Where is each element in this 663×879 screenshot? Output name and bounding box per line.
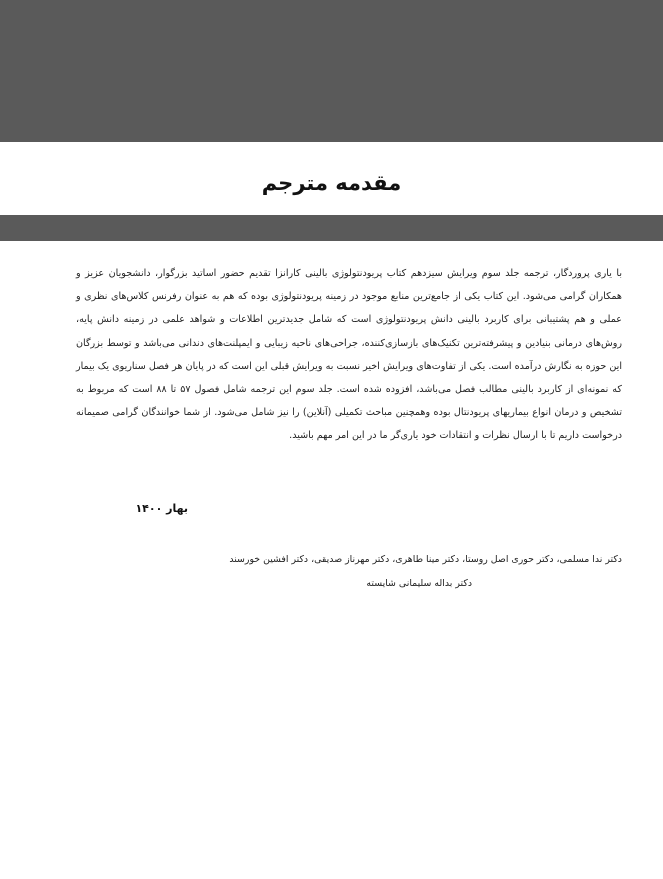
date-label: بهار ۱۴۰۰ <box>135 502 188 515</box>
translators-list <box>76 548 622 596</box>
title-divider-band <box>0 215 663 241</box>
translators-line-2: دکتر بداله سلیمانی شایسته <box>366 578 472 589</box>
header-band <box>0 0 663 142</box>
page-title: مقدمه مترجم <box>261 171 402 195</box>
translators-line-1: دکتر ندا مسلمی، دکتر حوری اصل روستا، دکتر مینا طاهری، دکتر مهرناز صدیقی، دکتر افشین خورسند <box>229 554 622 565</box>
preface-body: با یاری پروردگار، ترجمه جلد سوم ویرایش سیزدهم کتاب پریودنتولوژی بالینی کارانزا تقدیم حضور اساتید بزرگوار، دانشجویان عزیز و همکاران گرامی می‌شود. این کتاب یکی از جامع‌ترین منابع موجود در زمینه پریودنتولوژی بوده که هم به عنوان رفرنس کلاس‌های نظری و عملی و هم پشتیبانی برای کاربرد بالینی دانش پریودنتولوژی است که شامل جدیدترین اطلاعات و شواهد علمی در زمینه دانش پایه، روش‌های درمانی بنیادین و پیشرفته‌ترین تکنیک‌های بازسازی‌کننده، جراحی‌های ناحیه زیبایی و ایمپلنت‌های دندانی می‌باشد و توسط بزرگان این حوزه به نگارش درآمده است. یکی از تفاوت‌های ویرایش اخیر نسبت به ویرایش قبلی این است که در پایان هر فصل سناریوی یک بیمار که نمونه‌ای از کاربرد بالینی مطالب فصل می‌باشد، افزوده شده است. جلد سوم این ترجمه شامل فصول ۵۷ تا ۸۸ است که مربوط به تشخیص و درمان انواع بیماریهای پریودنتال بوده وهمچنین مباحث تکمیلی (آنلاین) را نیز شامل می‌شود. از شما خوانندگان گرامی صمیمانه درخواست داریم تا با ارسال نظرات و انتقادات خود یاری‌گر ما در این امر مهم باشید. <box>76 268 623 442</box>
